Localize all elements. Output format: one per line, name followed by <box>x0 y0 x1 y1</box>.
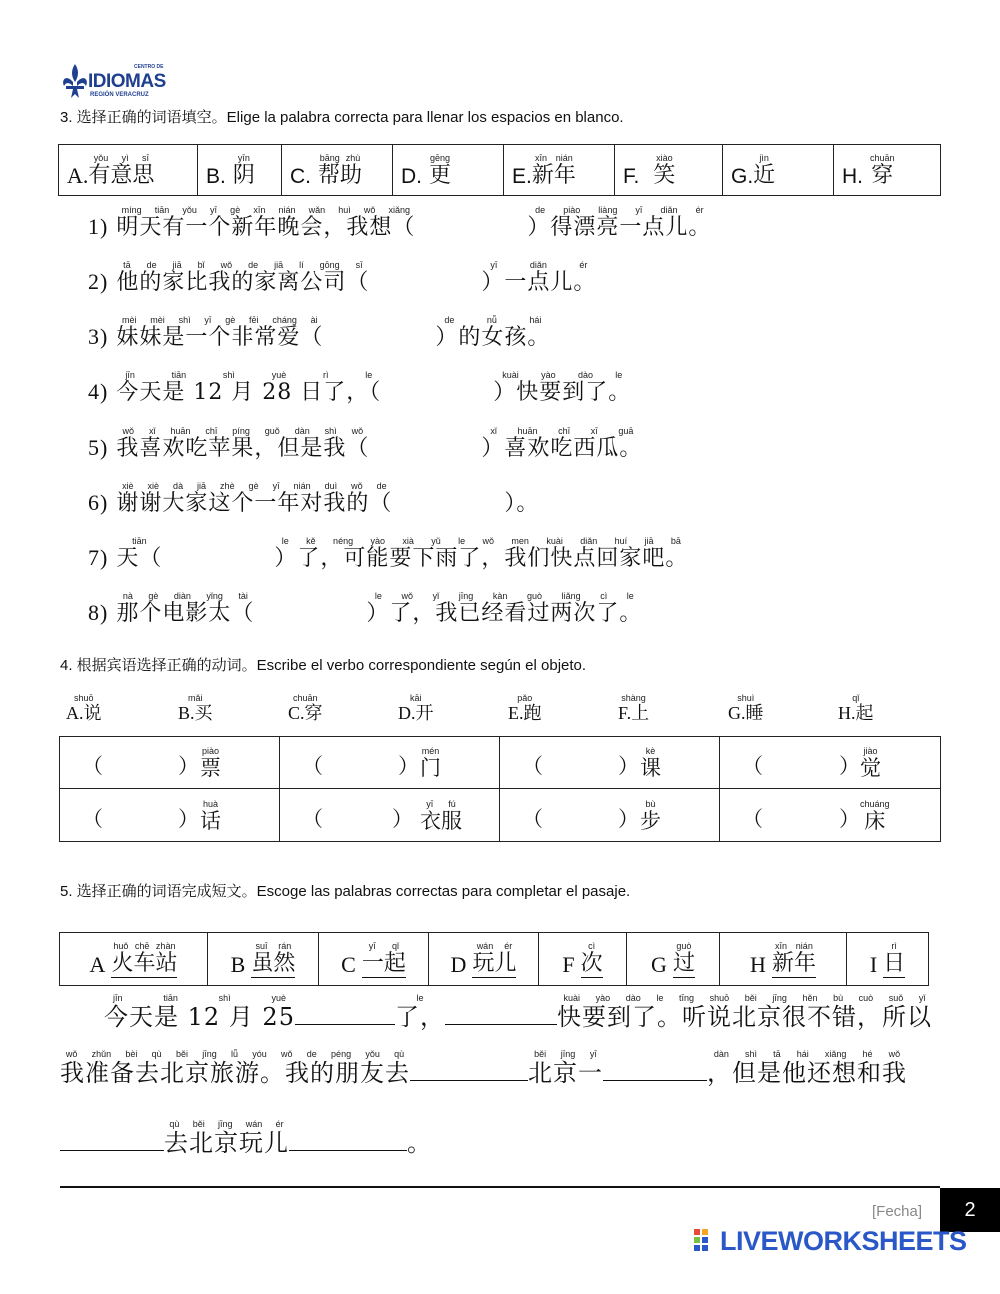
logo-subtitle-top: CENTRO DE <box>134 64 164 70</box>
liveworksheets-wordmark: LIVEWORKSHEETS <box>720 1225 967 1256</box>
option-a: A 火车站huǒ chē zhàn <box>60 933 208 985</box>
verb-option-h: H.起qǐ <box>838 693 874 723</box>
verb-option-a: A.说shuō <box>66 693 102 723</box>
passage-blank[interactable] <box>410 1076 528 1081</box>
verb-option-b: B.买mǎi <box>178 693 213 723</box>
verb-object-cell[interactable]: （ ） 衣服yī fú <box>280 789 500 841</box>
verb-option-c: C.穿chuān <box>288 693 323 723</box>
verb-option-e: E.跑pǎo <box>508 693 542 723</box>
question-4: 4) 今天是 12 月 28 日了，（jīn tiān shì yuè rì le）快要到了。kuài yào dào le <box>88 370 632 405</box>
verb-object-table <box>59 736 941 842</box>
question-5: 5) 我喜欢吃苹果，但是我（wǒ xǐ huān chī píng guǒ dàn shì wǒ）喜欢吃西瓜。xǐ huān chī xī guā <box>88 426 643 461</box>
passage-blank[interactable] <box>289 1146 407 1151</box>
logo-subtitle-bottom: REGIÓN VERACRUZ <box>90 92 149 98</box>
passage-blank[interactable] <box>60 1146 164 1151</box>
verb-option-d: D.开kāi <box>398 693 434 723</box>
option-a: A. 有意思yǒu yì sī <box>59 145 198 195</box>
verb-option-g: G.睡shuì <box>728 693 764 723</box>
word-bank-3 <box>58 144 941 196</box>
verb-option-f: F.上shàng <box>618 693 650 723</box>
verb-object-cell[interactable]: （ ） 话huà <box>60 789 280 841</box>
option-i: I 日rì <box>869 941 906 977</box>
passage-blank[interactable] <box>295 1020 395 1025</box>
passage-blank[interactable] <box>445 1020 557 1025</box>
passage-line-2: 我准备去北京旅游。我的朋友去wǒ zhǔn bèi qù běi jīng lǚ yóu wǒ de péng yǒu qù北京一běi jīng yī，但是他还想和我dàn shì tā hái xiǎng hé wǒ <box>60 1049 907 1087</box>
section-4-heading: 4. 根据宾语选择正确的动词。Escribe el verbo correspondiente según el objeto. <box>60 657 587 674</box>
footer-divider <box>60 1186 940 1188</box>
verb-object-cell[interactable]: （ ） 门mén <box>280 737 500 789</box>
section-5-heading: 5. 选择正确的词语完成短文。Escoge las palabras correctas para completar el pasaje. <box>60 883 631 900</box>
option-h: H 新年xīn nián <box>720 933 847 985</box>
footer-date: [Fecha] <box>872 1203 923 1220</box>
question-8: 8) 那个电影太（nà gè diàn yǐng tài）了，我已经看过两次了。le wǒ yǐ jīng kàn guò liǎng cì le <box>88 591 643 626</box>
option-f: F. 笑xiào <box>615 145 723 195</box>
verb-object-cell[interactable]: （ ） 课kè <box>500 737 720 789</box>
option-b: B 虽然suī rán <box>208 933 319 985</box>
option-d: D. 更gēng <box>393 145 504 195</box>
liveworksheets-logo <box>694 1224 967 1258</box>
passage-line-3: 去北京玩儿qù běi jīng wán ér。 <box>60 1120 432 1158</box>
liveworksheets-icon <box>694 1229 716 1253</box>
logo <box>60 60 172 102</box>
passage-line-1: 今天是 12 月 25jīn tiān shì yuè了，le快要到了。听说北京很不错，所以kuài yào dào le tīng shuō běi jīng hěn bù cuò suǒ yǐ <box>104 993 932 1031</box>
passage-blank[interactable] <box>603 1076 707 1081</box>
page-number: 2 <box>940 1188 1000 1232</box>
option-g: G 过guò <box>627 933 720 985</box>
option-f: F 次cì <box>539 933 627 985</box>
verb-object-cell[interactable]: （ ） 步bù <box>500 789 720 841</box>
option-c: C. 帮助bāng zhù <box>282 145 393 195</box>
option-e: E. 新年xīn nián <box>504 145 615 195</box>
question-2: 2) 他的家比我的家离公司（tā de jiā bǐ wǒ de jiā lí gōng sī）一点儿。yī diǎn ér <box>88 260 597 295</box>
word-bank-5 <box>59 932 929 986</box>
fleur-de-lis-icon <box>60 62 90 100</box>
question-6: 6) 谢谢大家这个一年对我的（xiè xiè dà jiā zhè gè yī nián duì wǒ de）。 <box>88 481 540 516</box>
option-h: H. 穿chuān <box>842 153 895 188</box>
option-g: G. 近jìn <box>723 145 834 195</box>
logo-wordmark: IDIOMAS <box>88 71 166 92</box>
verb-object-cell[interactable]: （ ） 床chuáng <box>742 799 890 833</box>
verb-object-cell[interactable]: （ ） 票piào <box>60 737 280 789</box>
option-c: C 一起yī qǐ <box>319 933 429 985</box>
question-1: 1) 明天有一个新年晚会，我想（míng tiān yǒu yī gè xīn nián wǎn huì wǒ xiǎng）得漂亮一点儿。de piào liàng yī diǎn ér <box>88 205 712 240</box>
verb-object-cell[interactable]: （ ） 觉jiào <box>720 737 940 789</box>
option-d: D 玩儿wán ér <box>429 933 539 985</box>
section-3-heading: 3. 选择正确的词语填空。Elige la palabra correcta para llenar los espacios en blanco. <box>60 109 624 126</box>
option-b: B. 阴yīn <box>198 145 282 195</box>
question-3: 3) 妹妹是一个非常爱（mèi mèi shì yī gè fēi cháng ài）的女孩。de nǚ hái <box>88 315 551 350</box>
question-7: 7) 天（tiān）了，可能要下雨了，我们快点回家吧。le kě néng yào xià yǔ le wǒ men kuài diǎn huí jiā bā <box>88 536 689 571</box>
